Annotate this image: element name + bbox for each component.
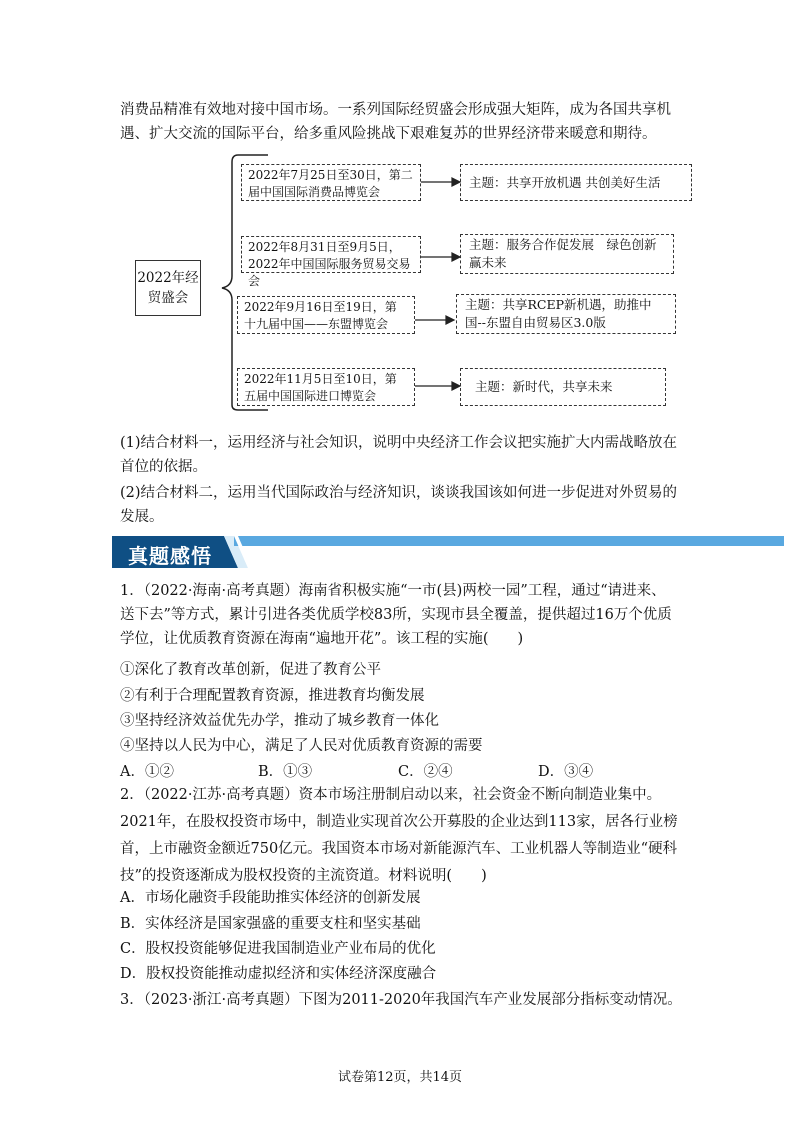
q1-option-b[interactable]: B．①③: [258, 764, 313, 780]
q1-stem: 1．（2022·海南·高考真题）海南省积极实施“一市(县)两校一园”工程，通过“请进来、送下去”等方式，累计引进各类优质学校83所，实现市县全覆盖，提供超过16万个优质学位，让优质教育资源在海南“遍地开花”。该工程的实施( ): [120, 583, 672, 647]
section-banner: [112, 532, 784, 572]
q1-option-a[interactable]: A．①②: [120, 764, 174, 780]
theme-box-2: [460, 234, 674, 274]
q1-item-4: ④坚持以人民为中心，满足了人民对优质教育资源的需要: [120, 738, 483, 754]
event-text: 2022年11月5日至10日，第五届中国国际进口博览会: [244, 372, 397, 403]
event-text: 2022年7月25日至30日，第二届中国国际消费品博览会: [248, 168, 413, 199]
event-text: 2022年8月31日至9月5日，2022年中国国际服务贸易交易会: [248, 240, 411, 288]
q1-item-1: ①深化了教育改革创新，促进了教育公平: [120, 662, 381, 678]
event-box-1: [241, 164, 421, 201]
theme-box-4: [460, 368, 666, 406]
event-box-2: [241, 236, 421, 288]
q2-stem: 2．（2022·江苏·高考真题）资本市场注册制启动以来，社会资金不断向制造业集中。2021年，在股权投资市场中，制造业实现首次公开募股的企业达到113家，居各行业榜首，上市融资金额近750亿元。我国资本市场对新能源汽车、工业机器人等制造业“硬科技”的投资逐渐成为股权投资的主流资道。材料说明( ): [120, 787, 678, 884]
theme-box-3: [456, 294, 676, 334]
q2-option-c[interactable]: C．股权投资能够促进我国制造业产业布局的优化: [120, 941, 436, 957]
theme-text: 主题：共享开放机遇 共创美好生活: [469, 174, 661, 190]
theme-text: 主题：共享RCEP新机遇，助推中国--东盟自由贸易区3.0版: [465, 297, 652, 330]
page-footer: 试卷第12页，共14页: [337, 1070, 463, 1085]
q2-option-d[interactable]: D．股权投资能推动虚拟经济和实体经济深度融合: [120, 966, 437, 982]
material-question-2: (2)结合材料二，运用当代国际政治与经济知识，谈谈我国该如何进一步促进对外贸易的发展。: [120, 485, 678, 525]
q1-option-d[interactable]: D．③④: [538, 764, 594, 780]
theme-text: 主题：服务合作促发展 绿色创新赢未来: [469, 237, 657, 270]
section-title: 真题感悟: [128, 544, 212, 568]
theme-text: 主题：新时代，共享未来: [475, 379, 613, 394]
q2-option-a[interactable]: A．市场化融资手段能助推实体经济的创新发展: [120, 890, 421, 906]
diagram-connectors: [0, 0, 800, 420]
intro-paragraph: 消费品精准有效地对接中国市场。一系列国际经贸盛会形成强大矩阵，成为各国共享机遇、扩大交流的国际平台，给多重风险挑战下艰难复苏的世界经济带来暖意和期待。: [120, 102, 671, 142]
q1-option-c[interactable]: C．②④: [398, 764, 453, 780]
q1-item-2: ②有利于合理配置教育资源，推进教育均衡发展: [120, 688, 425, 704]
diagram-root-label: 2022年经贸盛会: [137, 270, 199, 306]
q2-option-b[interactable]: B．实体经济是国家强盛的重要支柱和坚实基础: [120, 916, 421, 932]
diagram-root: [135, 260, 201, 316]
theme-box-1: [460, 164, 692, 201]
q3-stem: 3．（2023·浙江·高考真题）下图为2011-2020年我国汽车产业发展部分指标变动情况。: [120, 992, 682, 1008]
q1-item-3: ③坚持经济效益优先办学，推动了城乡教育一体化: [120, 713, 439, 729]
event-box-4: [237, 368, 415, 406]
material-question-1: (1)结合材料一，运用经济与社会知识，说明中央经济工作会议把实施扩大内需战略放在首位的依据。: [120, 435, 678, 475]
event-text: 2022年9月16日至19日，第十九届中国——东盟博览会: [244, 300, 397, 331]
event-box-3: [237, 296, 415, 334]
